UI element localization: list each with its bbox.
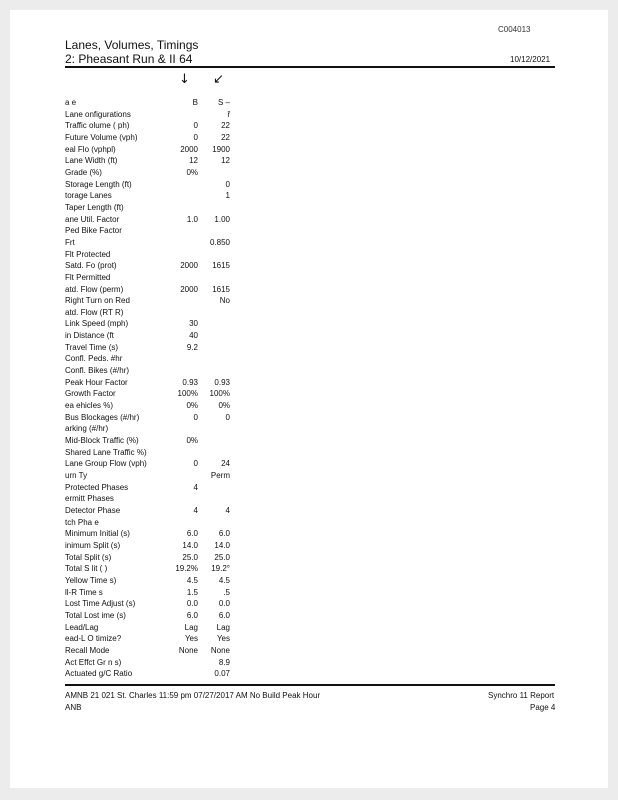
row-label: Confl. Peds. #hr (65, 354, 123, 364)
table-row (65, 307, 555, 319)
sbr-value: 1615 (212, 261, 230, 271)
table-row (65, 202, 555, 214)
row-label: Frt (65, 237, 75, 247)
sbt-value: 2000 (180, 261, 198, 271)
sbr-value: 0% (218, 401, 230, 411)
sbt-value: 4.5 (186, 575, 198, 585)
sbt-value: 25.0 (182, 552, 198, 562)
table-row (65, 447, 555, 459)
table-row (65, 540, 555, 552)
table-row (65, 400, 555, 412)
row-label: torage Lanes (65, 191, 112, 201)
sbt-value: 2000 (180, 284, 198, 294)
table-row (65, 272, 555, 284)
sbt-value: 0 (193, 121, 198, 131)
table-row (65, 132, 555, 144)
sbr-value: ř (227, 109, 230, 119)
table-row (65, 237, 555, 249)
sbt-value: 1.0 (186, 214, 198, 224)
row-label: inimum Split (s) (65, 540, 121, 550)
table-row (65, 318, 555, 330)
row-label: Confl. Bikes (#/hr) (65, 366, 130, 376)
table-row (65, 587, 555, 599)
sbt-value: 100% (177, 389, 198, 399)
row-label: atd. Flow (RT R) (65, 307, 124, 317)
sbr-value: 24 (221, 459, 230, 469)
table-row (65, 458, 555, 470)
row-label: Recall Mode (65, 645, 110, 655)
sbr-value: 0 (225, 412, 230, 422)
report-date: 10/12/2021 (510, 55, 551, 64)
table-row (65, 365, 555, 377)
footer-divider (65, 684, 555, 686)
southbound-through-arrow-icon: ↓ (179, 72, 190, 87)
sbt-value: 2000 (180, 144, 198, 154)
row-label: Lane Group Flow (vph) (65, 459, 147, 469)
row-label: Travel Time (s) (65, 342, 119, 352)
row-label: Total Lost ime (s) (65, 610, 126, 620)
row-label: urn Ty (65, 471, 88, 480)
row-label: Yellow Time s) (65, 575, 117, 585)
row-label: Link Speed (mph) (65, 319, 129, 329)
footer-page-number: Page 4 (530, 703, 556, 712)
sbt-value: 0 (193, 459, 198, 469)
row-label: Lost Time Adjust (s) (65, 599, 136, 609)
sbr-value: 25.0 (214, 552, 230, 562)
sbr-value: 12 (221, 156, 230, 166)
intersection-name: 2: Pheasant Run & II 64 (65, 52, 193, 66)
row-label: Lead/Lag (65, 622, 99, 632)
row-label: Shared Lane Traffic %) (65, 447, 147, 457)
report-title: Lanes, Volumes, Timings (65, 38, 199, 52)
table-row (65, 330, 555, 342)
row-label: a e (65, 98, 77, 107)
sbr-value: 1 (225, 191, 230, 201)
row-label: Act Effct Gr n s) (65, 657, 122, 667)
table-row (65, 97, 555, 109)
row-label: tch Pha e (65, 517, 99, 527)
sbr-value: 0.93 (214, 377, 230, 387)
row-label: Storage Length (ft) (65, 179, 132, 189)
row-label: Lane onfigurations (65, 109, 131, 119)
sbt-value: 6.0 (186, 529, 198, 539)
sbt-value: 6.0 (186, 610, 198, 620)
table-row (65, 493, 555, 505)
sbt-value: 9.2 (186, 342, 198, 352)
row-label: Flt Protected (65, 249, 111, 259)
sbr-value: 1900 (212, 144, 230, 154)
table-row (65, 622, 555, 634)
sbr-value: 6.0 (218, 529, 230, 539)
table-row (65, 260, 555, 272)
row-label: Actuated g/C Ratio (65, 669, 133, 679)
table-row (65, 249, 555, 261)
row-label: ll-R Time s (65, 587, 103, 597)
sbr-value: S – (217, 98, 230, 107)
sbr-value: .5 (223, 587, 230, 597)
row-label: in Distance (ft (65, 331, 114, 341)
table-row (65, 610, 555, 622)
document-page (10, 10, 608, 788)
row-label: ead-L O timize? (65, 634, 122, 644)
row-label: ermitt Phases (65, 494, 114, 504)
row-label: Growth Factor (65, 389, 116, 399)
row-label: Peak Hour Factor (65, 377, 128, 387)
sbt-value: Lag (184, 622, 198, 632)
sbr-value: 100% (209, 389, 230, 399)
sbt-value: 12 (189, 156, 198, 166)
table-row (65, 342, 555, 354)
sbr-value: 14.0 (214, 540, 230, 550)
table-row (65, 377, 555, 389)
sbr-value: Yes (216, 634, 230, 644)
table-row (65, 575, 555, 587)
sbr-value: 22 (221, 132, 230, 142)
sbr-value: Lag (216, 622, 230, 632)
sbt-value: 0 (193, 132, 198, 142)
table-row (65, 657, 555, 669)
sbr-value: 19.2° (211, 564, 230, 574)
table-row (65, 109, 555, 121)
sbt-value: 30 (189, 319, 198, 329)
table-row (65, 155, 555, 167)
sbt-value: B (192, 98, 198, 107)
row-label: atd. Flow (perm) (65, 284, 124, 294)
table-row (65, 167, 555, 179)
sbt-value: 0.93 (182, 377, 198, 387)
sbr-value: 0.850 (209, 237, 230, 247)
sbt-value: 0% (186, 436, 198, 446)
footer-scenario: AMNB 21 021 St. Charles 11:59 pm 07/27/2017 AM No Build Peak Hour (65, 691, 321, 700)
table-row (65, 144, 555, 156)
row-label: Lane Width (ft) (65, 156, 118, 166)
table-row (65, 179, 555, 191)
row-label: Taper Length (ft) (65, 202, 124, 212)
sbt-value: 0% (186, 401, 198, 411)
sbr-value: 4.5 (218, 575, 230, 585)
sbt-value: 0 (193, 412, 198, 422)
table-row (65, 190, 555, 202)
sbt-value: 19.2% (175, 564, 198, 574)
sbr-value: 1615 (212, 284, 230, 294)
table-row (65, 552, 555, 564)
sbr-value: 4 (225, 505, 230, 515)
row-label: Minimum Initial (s) (65, 529, 130, 539)
row-label: ea ehicles %) (65, 401, 114, 411)
sbr-value: 0 (225, 179, 230, 189)
sbt-value: Yes (184, 634, 198, 644)
sbt-value: 4 (193, 505, 198, 515)
table-row (65, 598, 555, 610)
table-row (65, 528, 555, 540)
table-row (65, 423, 555, 435)
sbr-value: 1.00 (214, 214, 230, 224)
sbt-value: 0% (186, 167, 198, 177)
row-label: Detector Phase (65, 505, 121, 515)
sbr-value: None (210, 645, 230, 655)
row-label: Right Turn on Red (65, 296, 130, 306)
row-label: Flt Permitted (65, 272, 111, 282)
row-label: Traffic olume ( ph) (65, 121, 130, 131)
row-label: Bus Blockages (#/hr) (65, 412, 140, 422)
table-row (65, 353, 555, 365)
table-row (65, 225, 555, 237)
sbt-value: 0.0 (186, 599, 198, 609)
table-row (65, 645, 555, 657)
row-label: Future Volume (vph) (65, 132, 138, 142)
sbr-value: 22 (221, 121, 230, 131)
table-row (65, 412, 555, 424)
sbr-value: 0.0 (218, 599, 230, 609)
table-row (65, 470, 555, 482)
table-row (65, 633, 555, 645)
southbound-right-arrow-icon: ↙ (213, 72, 224, 87)
table-row (65, 120, 555, 132)
row-label: ane Util. Factor (65, 214, 120, 224)
sbr-value: No (219, 296, 230, 306)
sbt-value: 14.0 (182, 540, 198, 550)
row-label: Mid-Block Traffic (%) (65, 436, 139, 446)
footer-software: Synchro 11 Report (488, 691, 555, 700)
table-row (65, 563, 555, 575)
table-row (65, 517, 555, 529)
table-row (65, 214, 555, 226)
sbt-value: None (178, 645, 198, 655)
sbr-value: Perm (210, 471, 230, 480)
sbt-value: 4 (193, 482, 198, 492)
sbt-value: 40 (189, 331, 198, 341)
table-row (65, 284, 555, 296)
sbr-value: 0.07 (214, 669, 230, 679)
row-label: eal Flo (vphpl) (65, 144, 116, 154)
table-row (65, 295, 555, 307)
row-label: arking (#/hr) (65, 424, 109, 434)
header-divider (65, 66, 555, 68)
table-row (65, 435, 555, 447)
table-row (65, 388, 555, 400)
sbt-value: 1.5 (186, 587, 198, 597)
row-label: Grade (%) (65, 167, 102, 177)
table-row (65, 482, 555, 494)
sbr-value: 8.9 (218, 657, 230, 667)
footer-initials: ANB (65, 703, 82, 712)
timing-table (65, 97, 555, 680)
table-row (65, 505, 555, 517)
row-label: Total S lit ( ) (65, 564, 108, 574)
table-row (65, 668, 555, 680)
row-label: Total Split (s) (65, 552, 112, 562)
sbr-value: 6.0 (218, 610, 230, 620)
row-label: Satd. Fo (prot) (65, 261, 117, 271)
row-label: Ped Bike Factor (65, 226, 122, 236)
document-id: C004013 (498, 25, 531, 34)
row-label: Protected Phases (65, 482, 129, 492)
